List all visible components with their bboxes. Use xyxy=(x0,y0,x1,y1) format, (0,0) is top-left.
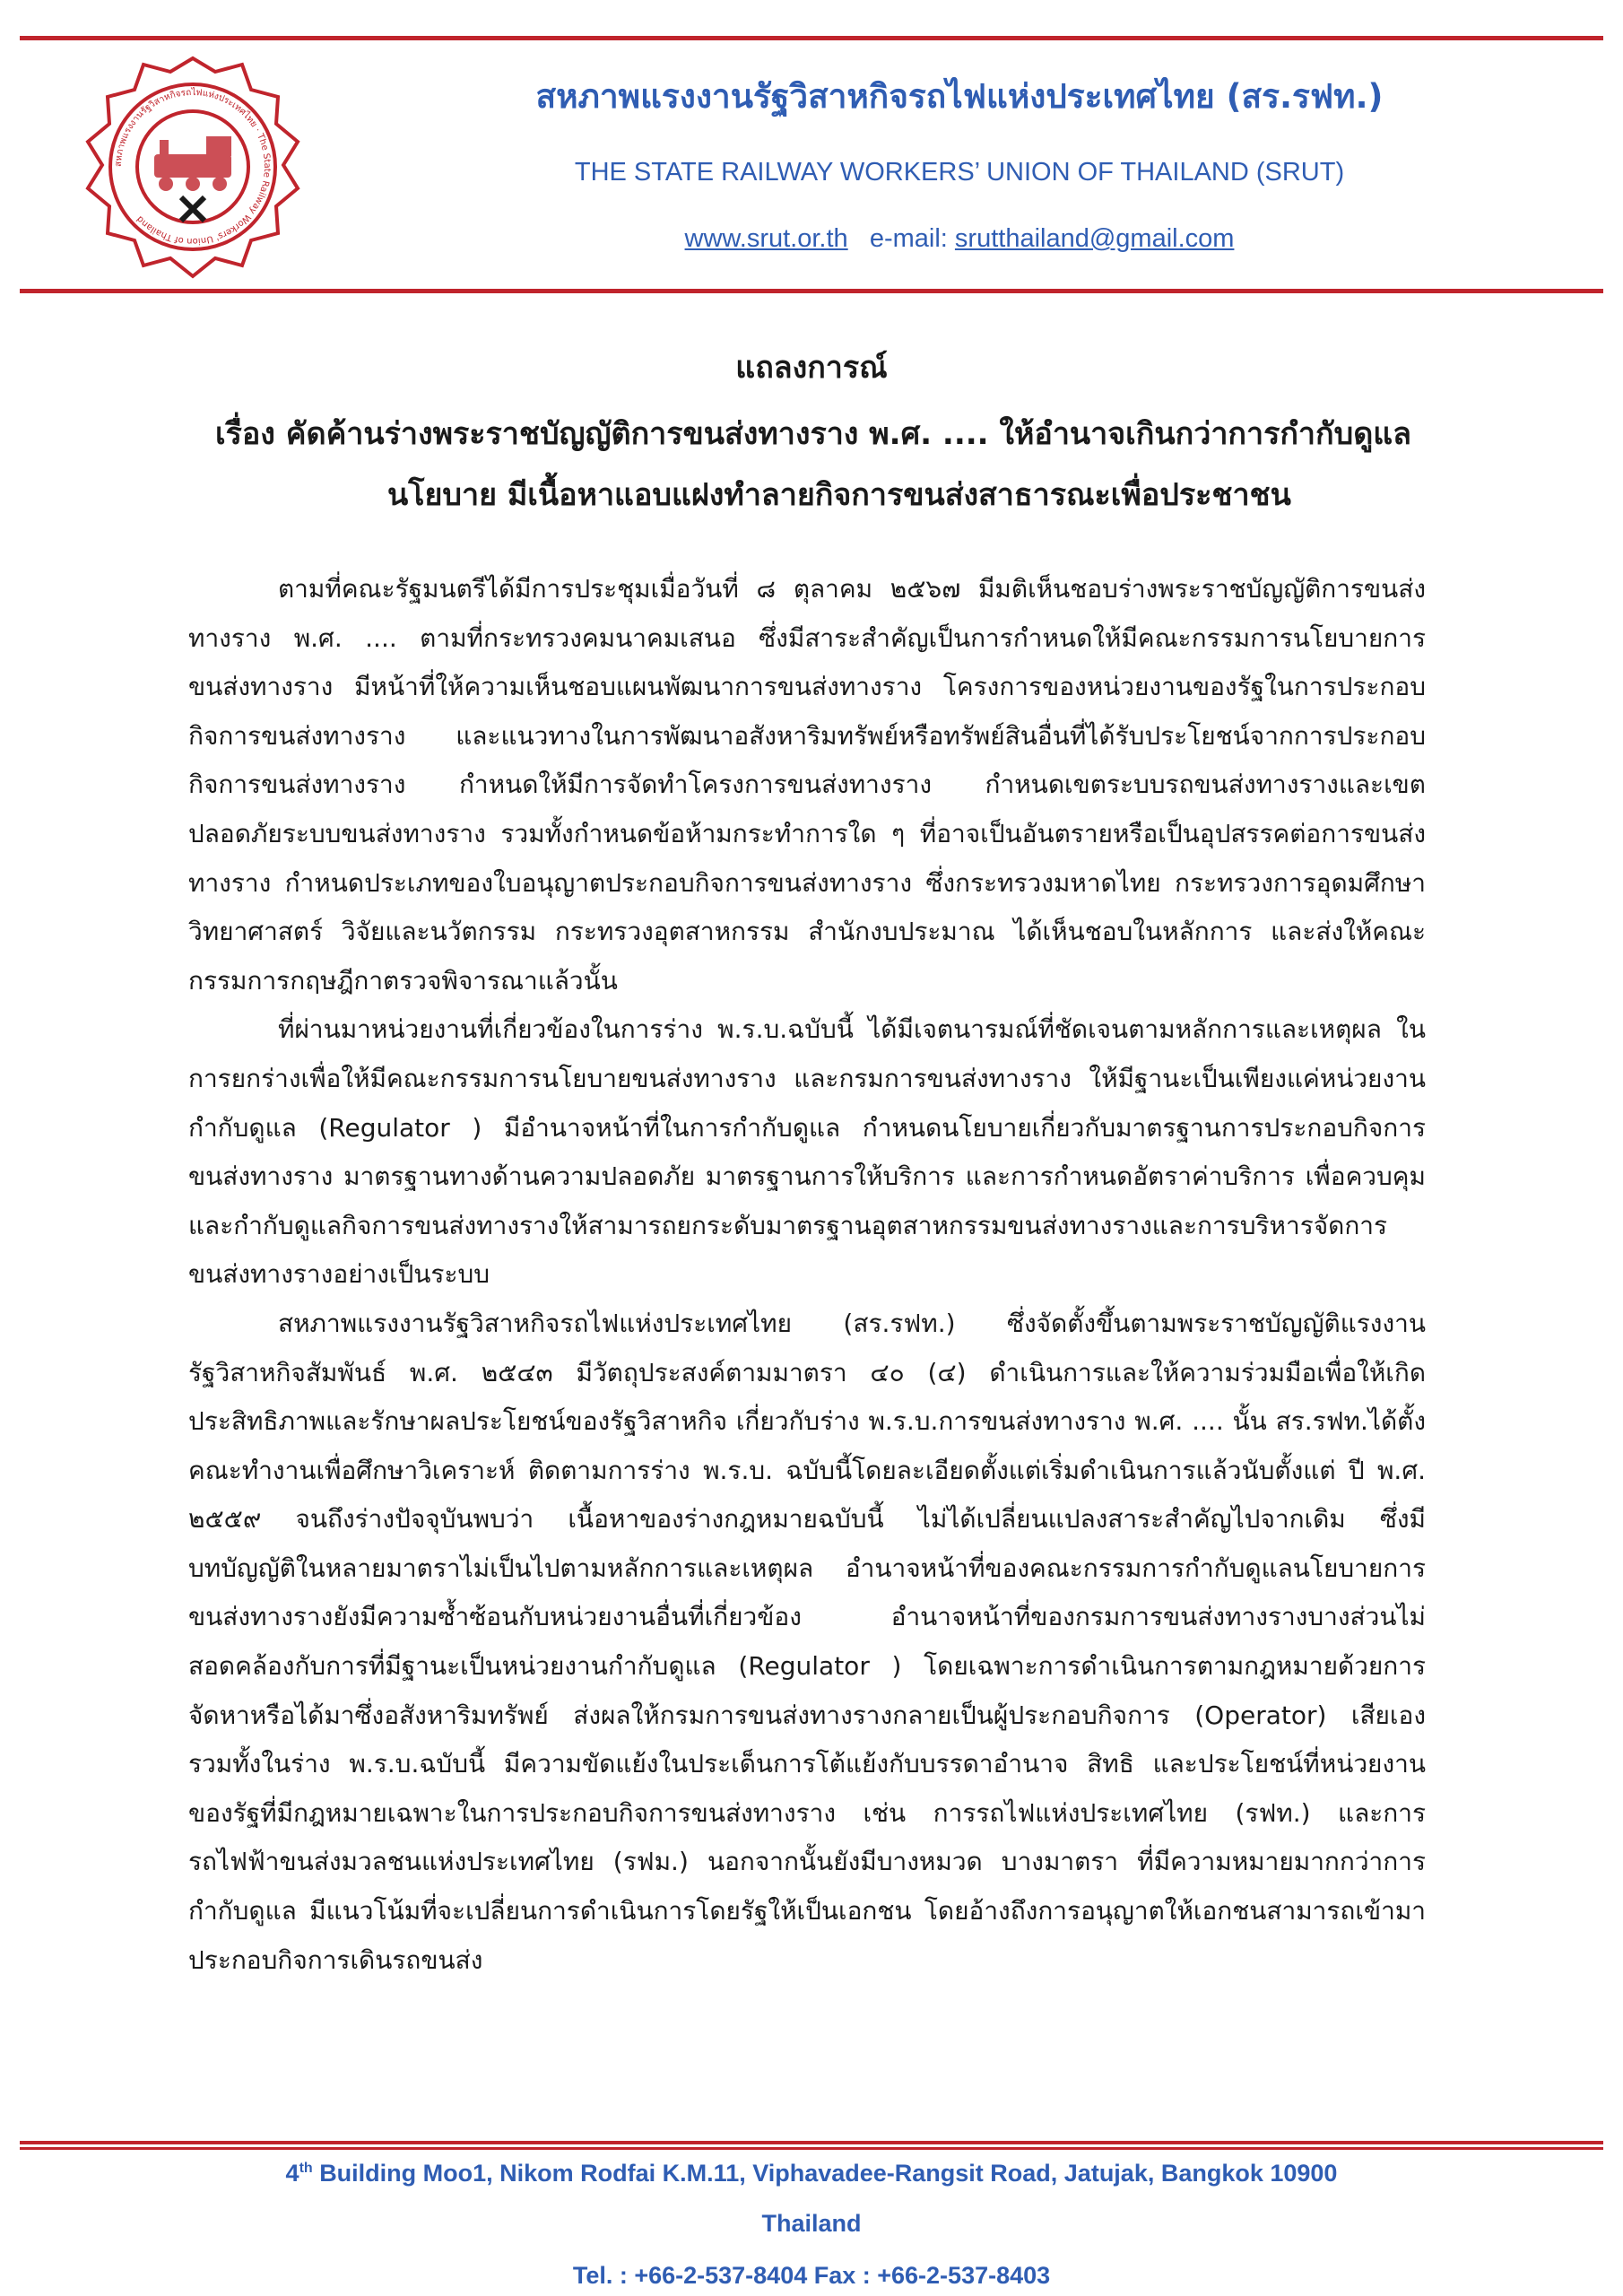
address-number: 4 xyxy=(285,2160,299,2187)
address-text: Building Moo1, Nikom Rodfai K.M.11, Viphavadee-Rangsit Road, Jatujak, Bangkok 10900 xyxy=(319,2160,1338,2187)
subject-line-2: นโยบาย มีเนื้อหาแอบแฝงทำลายกิจการขนส่งสาธารณะเพื่อประชาชน xyxy=(387,477,1291,513)
svg-text:สหภาพแรงงานรัฐวิสาหกิจรถไฟแห่ง: สหภาพแรงงานรัฐวิสาหกิจรถไฟแห่งประเทศไทย · The State Railway Workers' Union of Thailand xyxy=(113,87,273,247)
paragraph-2: ที่ผ่านมาหน่วยงานที่เกี่ยวข้องในการร่าง พ.ร.บ.ฉบับนี้ ได้มีเจตนารมณ์ที่ชัดเจนตามหลักการและเหตุผล ในการยกร่างเพื่อให้มีคณะกรรมการนโยบายขนส่งทางราง และกรมการขนส่งทางราง ให้มีฐานะเป็นเพียงแค่หน่วยงานกำกับดูแล (Regulator ) มีอำนาจหน้าที่ในการกำกับดูแล กำหนดนโยบายเกี่ยวกับมาตรฐานการประกอบกิจการขนส่งทางราง มาตรฐานทางด้านความปลอดภัย มาตรฐานการให้บริการ และการกำหนดอัตราค่าบริการ เพื่อควบคุมและกำกับดูแลกิจการขนส่งทางรางให้สามารถยกระดับมาตรฐานอุตสาหกรรมขนส่งทางรางและการบริหารจัดการขนส่งทางรางอย่างเป็นระบบ xyxy=(188,1014,1426,1290)
org-name-english: THE STATE RAILWAY WORKERS’ UNION OF THAILAND (SRUT) xyxy=(574,158,1345,187)
header-bottom-rule xyxy=(20,289,1603,293)
address-sup: th xyxy=(299,2161,313,2176)
paragraph-1: ตามที่คณะรัฐมนตรีได้มีการประชุมเมื่อวันที่ ๘ ตุลาคม ๒๕๖๗ มีมติเห็นชอบร่างพระราชบัญญัติการขนส่งทางราง พ.ศ. .... ตามที่กระทรวงคมนาคมเสนอ ซึ่งมีสาระสำคัญเป็นการกำหนดให้มีคณะกรรมการนโยบายการขนส่งทางราง มีหน้าที่ให้ความเห็นชอบแผนพัฒนาการขนส่งทางราง โครงการของหน่วยงานของรัฐในการประกอบกิจการขนส่งทางราง และแนวทางในการพัฒนาอสังหาริมทรัพย์หรือทรัพย์สินอื่นที่ได้รับประโยชน์จากการประกอบกิจการขนส่งทางราง กำหนดให้มีการจัดทำโครงการขนส่งทางราง กำหนดเขตระบบรถขนส่งทางรางและเขตปลอดภัยระบบขนส่งทางราง รวมทั้งกำหนดข้อห้ามกระทำการใด ๆ ที่อาจเป็นอันตรายหรือเป็นอุปสรรคต่อการขนส่งทางราง กำหนดประเภทของใบอนุญาตประกอบกิจการขนส่งทางราง ซึ่งกระทรวงมหาดไทย กระทรวงการอุดมศึกษา วิทยาศาสตร์ วิจัยและนวัตกรรม กระทรวงอุตสาหกรรม สำนักงบประมาณ ได้เห็นชอบในหลักการ และส่งให้คณะกรรมการกฤษฎีกาตรวจพิจารณาแล้วนั้น xyxy=(188,574,1426,996)
statement-body xyxy=(188,565,1426,1985)
header-top-rule xyxy=(20,36,1603,40)
email-link[interactable]: srutthailand@gmail.com xyxy=(954,224,1235,253)
document-type: แถลงการณ์ xyxy=(735,350,888,386)
website-link[interactable]: www.srut.or.th xyxy=(684,224,848,253)
footer-phone: Tel. : +66-2-537-8404 Fax : +66-2-537-8403 xyxy=(572,2262,1051,2289)
hammer-pick-icon xyxy=(181,197,204,221)
paragraph-3: สหภาพแรงงานรัฐวิสาหกิจรถไฟแห่งประเทศไทย (สร.รฟท.) ซึ่งจัดตั้งขึ้นตามพระราชบัญญัติแรงงานรัฐวิสาหกิจสัมพันธ์ พ.ศ. ๒๕๔๓ มีวัตถุประสงค์ตามมาตรา ๔๐ (๔) ดำเนินการและให้ความร่วมมือเพื่อให้เกิดประสิทธิภาพและรักษาผลประโยชน์ของรัฐวิสาหกิจ เกี่ยวกับร่าง พ.ร.บ.การขนส่งทางราง พ.ศ. .... นั้น สร.รฟท.ได้ตั้งคณะทำงานเพื่อศึกษาวิเคราะห์ ติดตามการร่าง พ.ร.บ. ฉบับนี้โดยละเอียดตั้งแต่เริ่มดำเนินการแล้วนับตั้งแต่ ปี พ.ศ. ๒๕๕๙ จนถึงร่างปัจจุบันพบว่า เนื้อหาของร่างกฎหมายฉบับนี้ ไม่ได้เปลี่ยนแปลงสาระสำคัญไปจากเดิม ซึ่งมีบทบัญญัติในหลายมาตราไม่เป็นไปตามหลักการและเหตุผล อำนาจหน้าที่ของคณะกรรมการกำกับดูแลนโยบายการขนส่งทางรางยังมีความซ้ำซ้อนกับหน่วยงานอื่นที่เกี่ยวข้อง อำนาจหน้าที่ของกรมการขนส่งทางรางบางส่วนไม่สอดคล้องกับการที่มีฐานะเป็นหน่วยงานกำกับดูแล (Regulator ) โดยเฉพาะการดำเนินการตามกฎหมายด้วยการจัดหาหรือได้มาซึ่งอสังหาริมทรัพย์ ส่งผลให้กรมการขนส่งทางรางกลายเป็นผู้ประกอบกิจการ (Operator) เสียเอง รวมทั้งในร่าง พ.ร.บ.ฉบับนี้ มีความขัดแย้งในประเด็นการโต้แย้งกับบรรดาอำนาจ สิทธิ และประโยชน์ที่หน่วยงานของรัฐที่มีกฎหมายเฉพาะในการประกอบกิจการขนส่งทางราง เช่น การรถไฟแห่งประเทศไทย (รฟท.) และการรถไฟฟ้าขนส่งมวลชนแห่งประเทศไทย (รฟม.) นอกจากนั้นยังมีบางหมวด บางมาตรา ที่มีความหมายมากกว่าการกำกับดูแล มีแนวโน้มที่จะเปลี่ยนการดำเนินการโดยรัฐให้เป็นเอกชน โดยอ้างถึงการอนุญาตให้เอกชนสามารถเข้ามาประกอบกิจการเดินรถขนส่ง xyxy=(188,1308,1426,1975)
subject-line-1: เรื่อง คัดค้านร่างพระราชบัญญัติการขนส่งทางราง พ.ศ. .... ให้อำนาจเกินกว่าการกำกับดูแล xyxy=(215,416,1412,452)
footer-address xyxy=(0,2160,1623,2187)
footer-rule-thin xyxy=(20,2147,1603,2150)
contact-line xyxy=(359,224,1560,254)
org-name-thai: สหภาพแรงงานรัฐวิสาหกิจรถไฟแห่งประเทศไทย (สร.รฟท.) xyxy=(535,77,1384,116)
union-logo xyxy=(72,54,314,283)
footer-country: Thailand xyxy=(761,2210,862,2237)
footer-rule xyxy=(20,2141,1603,2144)
email-label: e-mail: xyxy=(869,224,948,253)
